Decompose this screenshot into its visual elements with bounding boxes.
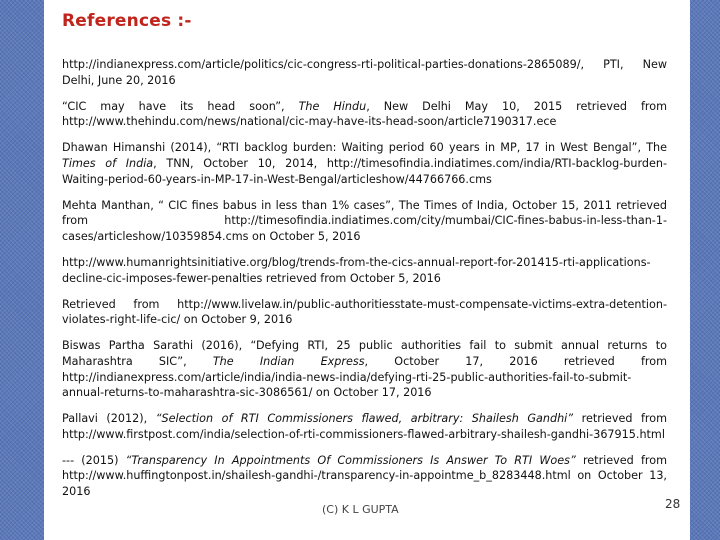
reference-item: Retrieved from http://www.livelaw.in/public-authoritiesstate-must-compensate-victims-extra-detention-violates-right-life-cic/ on October 9, 2016 bbox=[62, 297, 667, 327]
reference-item: --- (2015) “Transparency In Appointments Of Commissioners Is Answer To RTI Woes” retrieved from http://www.huffingtonpost.in/shailesh-gandhi-/transparency-in-appointme_b_8283448.html on October 13, 2016 bbox=[62, 453, 667, 499]
reference-item: “CIC may have its head soon”, The Hindu, New Delhi May 10, 2015 retrieved from http://www.thehindu.com/news/national/cic-may-have-its-head-soon/article7190317.ece bbox=[62, 99, 668, 129]
reference-item: http://indianexpress.com/article/politics/cic-congress-rti-political-parties-donations-2865089/, PTI, New Delhi, June 20, 2016 bbox=[62, 58, 667, 87]
reference-list bbox=[62, 57, 667, 510]
reference-item: Pallavi (2012), “Selection of RTI Commissioners flawed, arbitrary: Shailesh Gandhi” retrieved from http://www.firstpost.com/india/selection-of-rti-commissioners-flawed-arbitrary-shailesh-gandhi-367915.html bbox=[62, 412, 667, 441]
reference-item: Biswas Partha Sarathi (2016), “Defying RTI, 25 public authorities fail to submit annual returns to Maharashtra SIC”, The Indian Express, October 17, 2016 retrieved from http://indianexpress.com/article/india/india-news-india/defying-rti-25-public-authorities-fail-to-submit-annual-returns-to-maharashtra-sic-3086561/ on October 17, 2016 bbox=[62, 339, 667, 400]
slide bbox=[44, 0, 690, 540]
reference-item: Mehta Manthan, “ CIC fines babus in less than 1% cases”, The Times of India, October 15, 2011 retrieved from http://timesofindia.indiatimes.com/city/mumbai/CIC-fines-babus-in-less-than-1-cases/articleshow/10359854.cms on October 5, 2016 bbox=[62, 198, 667, 243]
reference-item: http://www.humanrightsinitiative.org/blog/trends-from-the-cics-annual-report-for-201415-rti-applications-decline-cic-imposes-fewer-penalties retrieved from October 5, 2016 bbox=[62, 255, 651, 285]
reference-item: Dhawan Himanshi (2014), “RTI backlog burden: Waiting period 60 years in MP, 17 in West Bengal”, The Times of India, TNN, October 10, 2014, http://timesofindia.indiatimes.com/india/RTI-backlog-burden-Waiting-period-60-years-in-MP-17-in-West-Bengal/articleshow/44766766.cms bbox=[62, 141, 668, 186]
footer-copyright: (C) K L GUPTA bbox=[322, 503, 399, 516]
page-number: 28 bbox=[665, 497, 681, 511]
page-title: References :- bbox=[62, 11, 192, 31]
